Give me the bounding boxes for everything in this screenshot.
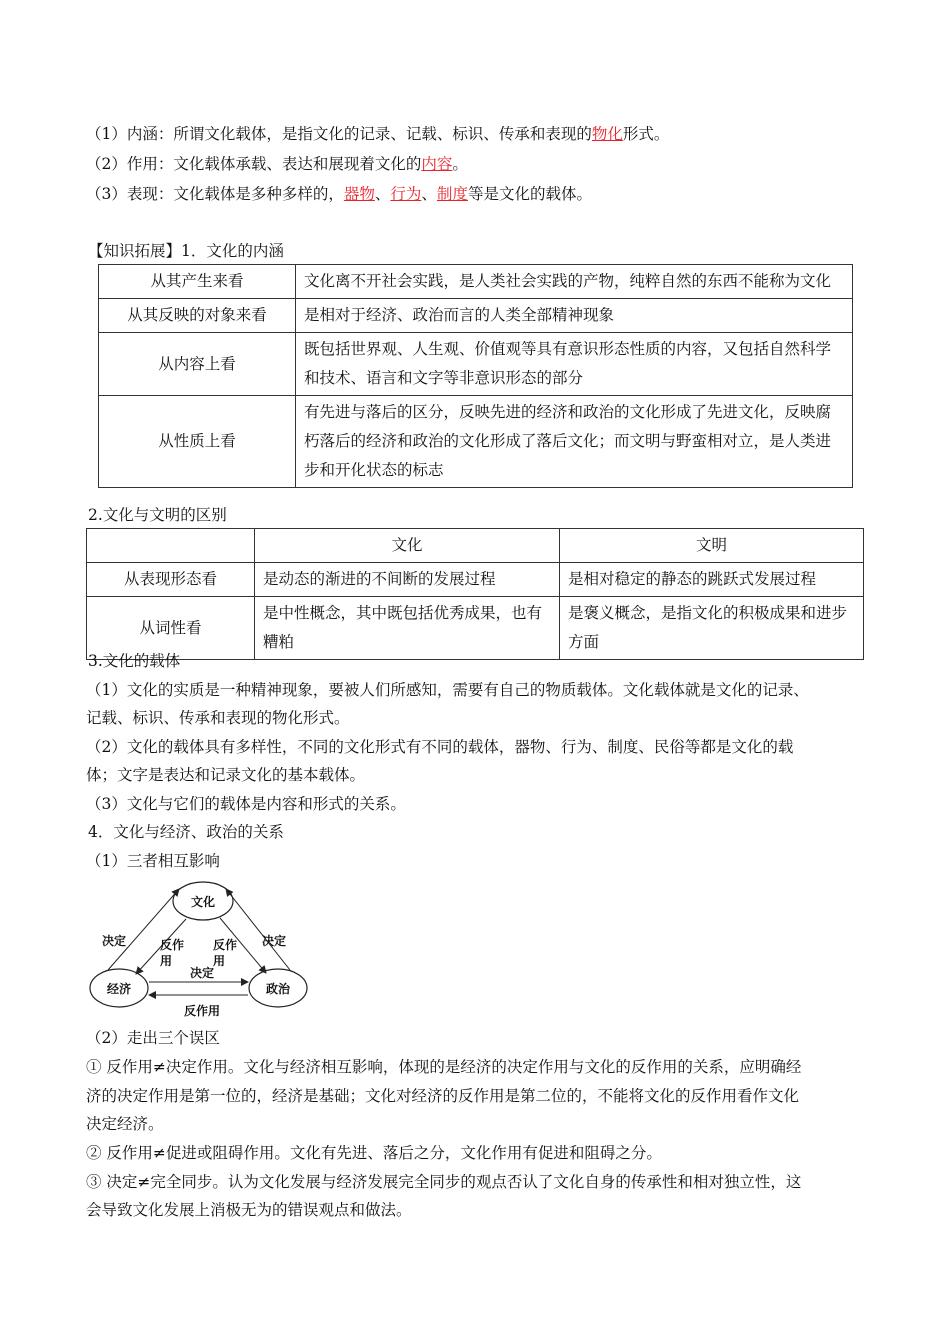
answer-blank: 内容 — [421, 155, 453, 173]
reaction-label-right-1: 反作 — [212, 938, 238, 952]
answer-blank: 制度 — [436, 185, 468, 203]
carrier-forms-line: （3）表现：文化载体是多种多样的，器物、行为、制度等是文化的载体。 — [86, 185, 592, 203]
paragraph: （2）文化的载体具有多样性，不同的文化形式有不同的载体，器物、行为、制度、民俗等都是文化的载 — [86, 738, 794, 756]
carrier-function-line: （2）作用：文化载体承载、表达和展现着文化的内容。 — [86, 155, 468, 173]
table-row — [99, 265, 853, 299]
reaction-label-left-1: 反作 — [159, 938, 185, 952]
answer-blank: 行为 — [390, 185, 422, 203]
paragraph: 体；文字是表达和记录文化的基本载体。 — [86, 766, 366, 784]
decide-label-left: 决定 — [101, 934, 127, 948]
paragraph: ① 反作用≠决定作用。文化与经济相互影响，体现的是经济的决定作用与文化的反作用的关系，应明确经 — [86, 1058, 802, 1076]
column-header: 文明 — [560, 529, 864, 563]
civilization-cell: 是相对稳定的静态的跳跃式发展过程 — [560, 563, 864, 597]
paragraph: ③ 决定≠完全同步。认为文化发展与经济发展完全同步的观点否认了文化自身的传承性和相对独立性，这 — [86, 1173, 802, 1191]
row-content: 有先进与落后的区分，反映先进的经济和政治的文化形成了先进文化，反映腐朽落后的经济和政治的文化形成了落后文化；而文明与野蛮相对立，是人类进步和开化状态的标志 — [296, 396, 853, 488]
reaction-label-right-2: 用 — [212, 954, 226, 968]
table-row — [99, 333, 853, 396]
section-title: 3.文化的载体 — [88, 652, 181, 670]
decide-label-bottom: 决定 — [189, 966, 215, 980]
row-content: 是相对于经济、政治而言的人类全部精神现象 — [296, 299, 853, 333]
paragraph: 记载、标识、传承和表现的物化形式。 — [86, 709, 350, 727]
row-label: 从性质上看 — [99, 396, 296, 488]
table-row — [87, 597, 864, 660]
row-content: 既包括世界观、人生观、价值观等具有意识形态性质的内容，又包括自然科学和技术、语言和文字等非意识形态的部分 — [296, 333, 853, 396]
decide-label-right: 决定 — [261, 934, 287, 948]
culture-label: 文化 — [190, 895, 216, 909]
row-label: 从其反映的对象来看 — [99, 299, 296, 333]
row-content: 文化离不开社会实践，是人类社会实践的产物，纯粹自然的东西不能称为文化 — [296, 265, 853, 299]
relationship-diagram — [86, 870, 316, 1020]
row-label: 从其产生来看 — [99, 265, 296, 299]
culture-civilization-table — [86, 528, 864, 660]
paragraph: 会导致文化发展上消极无为的错误观点和做法。 — [86, 1201, 412, 1219]
arrow-politics-decides-culture — [226, 889, 290, 970]
answer-blank: 器物 — [343, 185, 375, 203]
paragraph: （3）文化与它们的载体是内容和形式的关系。 — [86, 795, 406, 813]
politics-label: 政治 — [265, 982, 291, 996]
section-title: 2.文化与文明的区别 — [88, 506, 227, 524]
row-label: 从内容上看 — [99, 333, 296, 396]
section-title: 【知识拓展】1．文化的内涵 — [88, 242, 284, 260]
culture-connotation-table — [98, 264, 853, 488]
table-row — [99, 396, 853, 488]
culture-cell: 是中性概念，其中既包括优秀成果，也有糟粕 — [255, 597, 560, 660]
reaction-label-left-2: 用 — [159, 954, 173, 968]
subsection-title: （2）走出三个误区 — [86, 1029, 220, 1047]
table-header-row — [87, 529, 864, 563]
paragraph: 济的决定作用是第一位的，经济是基础；文化对经济的反作用是第二位的，不能将文化的反作用看作文化 — [86, 1087, 800, 1105]
row-label: 从词性看 — [87, 597, 255, 660]
paragraph: ② 反作用≠促进或阻碍作用。文化有先进、落后之分，文化作用有促进和阻碍之分。 — [86, 1144, 662, 1162]
column-header: 文化 — [255, 529, 560, 563]
table-row — [87, 563, 864, 597]
civilization-cell: 是褒义概念，是指文化的积极成果和进步方面 — [560, 597, 864, 660]
reaction-label-bottom: 反作用 — [183, 1004, 221, 1018]
answer-blank: 物化 — [591, 125, 623, 143]
subsection-title: （1）三者相互影响 — [86, 852, 220, 870]
table-row — [99, 299, 853, 333]
paragraph: 决定经济。 — [86, 1115, 164, 1133]
carrier-connotation-line: （1）内涵：所谓文化载体，是指文化的记录、记载、标识、传承和表现的物化形式。 — [86, 125, 670, 143]
economy-label: 经济 — [106, 982, 132, 996]
row-label: 从表现形态看 — [87, 563, 255, 597]
culture-cell: 是动态的渐进的不间断的发展过程 — [255, 563, 560, 597]
paragraph: （1）文化的实质是一种精神现象，要被人们所感知，需要有自己的物质载体。文化载体就是文化的记录、 — [86, 681, 809, 699]
section-title: 4．文化与经济、政治的关系 — [88, 823, 284, 841]
